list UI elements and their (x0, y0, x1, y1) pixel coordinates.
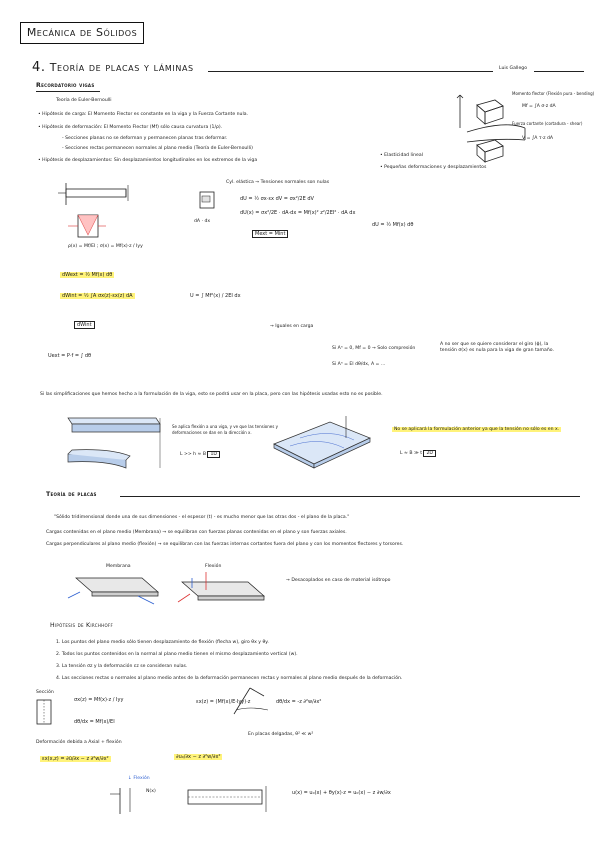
u-ext-eq: Uext = P·f = ∫ dθ (48, 353, 92, 359)
energy-eq1: dU = ½ σx·εx dV = σx²/2E dV (240, 196, 314, 202)
document-title: Mecánica de Sólidos (20, 22, 144, 44)
sub-bullet-1: - Secciones planas no se deforman y permanecen planas tras deformar. (62, 136, 228, 141)
beam-bending-sketch (66, 412, 176, 492)
beam-eq: L >> h ≈ B 1D (180, 452, 220, 458)
beam-note: Se aplica flexión a una viga, y ve que las tensiones y deformaciones se dan en la dirección x. (172, 424, 278, 435)
combined-label: Deformación debida a Axial + flexión (36, 740, 122, 745)
energy-eq3: dU = ½ Mf(x) dθ (372, 222, 414, 228)
kirchhoff-item-2: 2. Todos los puntos contenidos en la normal al plano medio tienen el mismo desplazamiento vertical (w). (56, 652, 298, 657)
flexion-tag: ↓ Flexión (128, 776, 150, 781)
beam-dim-badge: 1D (207, 451, 219, 458)
highlight-dwext: dWext = ½ Mf(x) dθ (62, 272, 113, 278)
section-rule-placas (120, 496, 580, 497)
final-displacement-eq: u(x) = u₀(x) + θy(x)·z = u₀(x) − z ∂w/∂x (292, 790, 391, 796)
energy-dwint-boxed: dWint (74, 321, 95, 329)
case-1: Si Aⁿ = 0, Mf = 0 → Solo compresión (332, 346, 416, 351)
side-cortante-eq: V = ∫A τ·z dA (522, 136, 554, 141)
small-note: En placas delgadas, θ² ≪ w² (248, 732, 314, 737)
eq-deriv: dθ/dx = -z ∂²w/∂x² (276, 699, 322, 705)
rotated-section-sketch (228, 684, 278, 720)
section-heading-kirchhoff: Hipótesis de Kirchhoff (50, 622, 114, 629)
energy-equal-note: → Iguales en carga (270, 324, 314, 329)
placas-line2: Cargas perpendiculares al plano medio (flexión) → se equilibran con las fuerzas internas cortantes fuera del plano y con los momentos flectores y torsores. (46, 542, 404, 547)
decoupled-note: → Desacoplados en caso de material isótropo (286, 578, 391, 583)
beam-relation-eq: ρ(x) = Mf/EI ; σ(x) = Mf(x)·z / Iyy (68, 244, 143, 249)
membrana-label: Membrana (106, 564, 131, 569)
chapter-number: 4. (32, 60, 46, 75)
simplification-text: Si las simplificaciones que hemos hecho a la formulación de la viga, esto se podrá usar en la placa, pero con las hipótesis usadas esto no es posible. (40, 392, 383, 397)
membrana-plate-sketch (66, 572, 166, 612)
kirchhoff-item-4: 4. Las secciones rectas o normales al plano medio antes de la deformación permanecen rectas y normales al plano medio después de la deformación. (56, 676, 403, 681)
bullet-deformacion: • Hipótesis de deformación: El Momento Flector (Mf) sólo causa curvatura (1/ρ). (38, 125, 223, 130)
energy-arrow-note: Cyl. elástica → Tensiones normales son nulas (226, 180, 330, 185)
deformed-beam-sketch (186, 786, 286, 816)
nav-label: N(x) (146, 789, 156, 794)
bullet-desplazamientos: • Hipótesis de desplazamientos: Sin desplazamientos longitudinales en los extremos de la viga (38, 158, 258, 163)
kirchhoff-item-1: 1. Los puntos del plano medio sólo tienen desplazamiento de flexión (flecha w), giro θx y θy. (56, 640, 269, 645)
chapter-rule-end (534, 71, 584, 72)
chapter-rule (208, 71, 493, 72)
subheading-euler: Teoría de Euler-Bernoulli (56, 98, 112, 103)
cases-note: A no ser que se quiere considerar el giro (ϕ), la tensión σ(x) es nula para la viga de gran tamaño. (440, 342, 554, 353)
combined-eq: εx(x,z) = ∂ū/∂x − z ∂²w/∂x² (42, 756, 109, 762)
section-heading-placas: Teoría de placas (46, 491, 97, 498)
eq-eps: εx(z) = (Mf(x)/E·Iyy)·z (196, 699, 251, 705)
side-cortante-label: Fuerza cortante (cortadura - shear) (512, 121, 583, 126)
side-flexion-eq: Mf = ∫A σ·z dA (522, 104, 556, 109)
energy-eq2: dU(x) = σx²/2E · dA·dx = Mf(x)² z²/2EI² · dA dx (240, 210, 356, 216)
sub-bullet-2: - Secciones rectas permanecen normales al plano medio (Teoría de Euler-Bernoulli) (62, 146, 253, 151)
eq-sigma: σx(z) = Mf(x)·z / Iyy (74, 697, 124, 703)
seccion-label: Sección (36, 690, 54, 695)
flexion-plate-sketch (168, 572, 278, 617)
energy-total-eq: U = ∫ Mf²(x) / 2EI dx (190, 293, 241, 299)
kirchhoff-item-3: 3. La tensión σz y la deformación εz se consideran nulas. (56, 664, 188, 669)
section-underline (36, 91, 100, 92)
author-name: Luis Gallego (499, 66, 527, 71)
placas-quote: "Sólido tridimensional donde una de sus dimensiones - el espesor (t) - es mucho menor que las otras dos - el plano de la placa." (54, 515, 350, 520)
highlight-dwint: dWint = ½ ∫A σx(z)·εx(z) dA (62, 293, 133, 299)
differential-element-sketch (196, 186, 222, 216)
chapter-heading (32, 60, 194, 75)
placas-line1: Cargas contenidas en el plano medio (Membrana) → se equilibran con fuerzas planas contenidas en el plano y son fuerzas axiales. (46, 530, 347, 535)
chapter-title: Teoría de placas y láminas (49, 61, 194, 74)
side-flexion-label: Momento flector (Flexión pura - bending) (512, 91, 595, 96)
beam-element-sketch (455, 90, 585, 175)
case-2: Si Aⁿ = EI dθ/dx, A = ... (332, 362, 386, 367)
bullet-carga: • Hipótesis de carga: El Momento Flector es constante en la viga y la Fuerza Cortante nula. (38, 112, 248, 117)
plate-note: No se aplicará la formulación anterior ya que la tensión no sólo es en x. (394, 427, 560, 432)
plate-dim-badge: 2D (423, 450, 435, 457)
energy-boxed-eq: Mext = Mint (252, 230, 288, 238)
flexion-label: Flexión (205, 564, 222, 569)
plate-bending-sketch (270, 414, 380, 474)
section-sketch (34, 698, 56, 728)
combined-rhs: ∂u₀/∂x − z ∂²w/∂x² (176, 754, 221, 760)
eq-dtheta: dθ/dx = Mf(x)/EI (74, 719, 115, 725)
section-heading-recordatorio: Recordatorio vigas (36, 82, 95, 89)
plate-eq: L ≈ B ≫ t 2D (400, 451, 436, 457)
note-elasticidad: • Elasticidad lineal (380, 153, 423, 158)
beam-bending-diagram (58, 175, 188, 255)
da-dx-label: dA · dx (194, 219, 211, 224)
note-pequenas: • Pequeñas deformaciones y desplazamientos (380, 165, 487, 170)
